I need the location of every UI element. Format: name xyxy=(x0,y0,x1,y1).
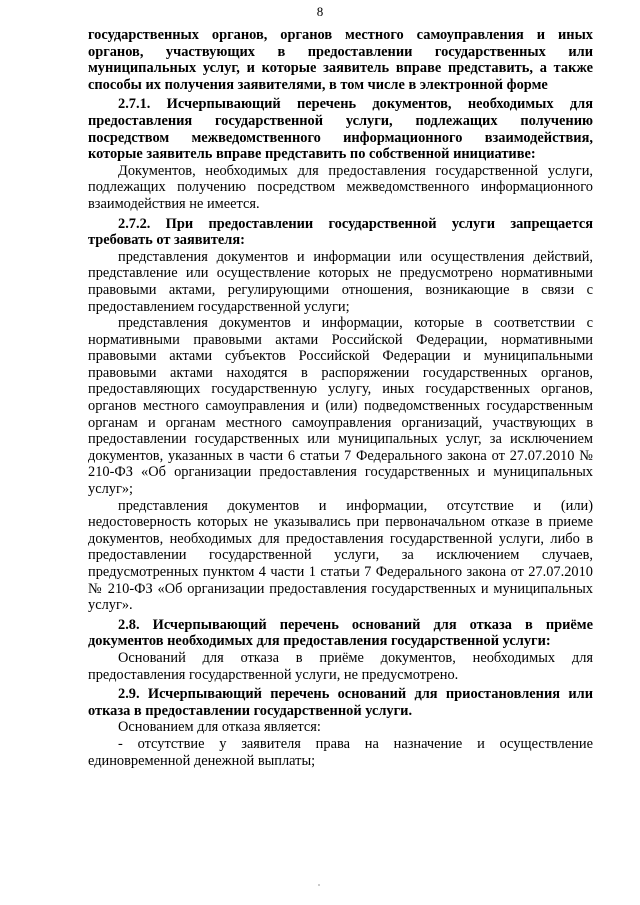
heading-continuation: государственных органов, органов местного самоуправления и иных органов, участвующих в предоставлении государственных или муниципальных услуг, и которые заявитель вправе представить, а также способы их получения заявителями, в том числе в электронной форме xyxy=(88,27,593,93)
scan-speck xyxy=(318,884,320,886)
prohibition-item-1: представления документов и информации или осуществления действий, представление или осуществление которых не предусмотрено нормативными правовыми актами, регулирующими отношения, возникающие в связи с предоставлением государственной услуги; xyxy=(88,248,593,315)
page-content xyxy=(88,27,593,769)
prohibition-item-2: представления документов и информации, которые в соответствии с нормативными правовыми актами Российской Федерации, нормативными правовыми актами субъектов Российской Федерации и муниципальными правовыми актами находятся в распоряжении государственных органов, предоставляющих государственную услугу, иных государственных органов, органов местного самоуправления и (или) подведомственных государственным органам и органам местного самоуправления организаций, участвующих в предоставлении государственных или муниципальных услуг, за исключением документов, указанных в части 6 статьи 7 Федерального закона от 27.07.2010 № 210-ФЗ «Об организации предоставления государственных и муниципальных услуг»; xyxy=(88,315,593,498)
section-2-9-intro: Основанием для отказа является: xyxy=(118,719,321,736)
section-2-9-item-1: - отсутствие у заявителя права на назначение и осуществление единовременной денежной выплаты; xyxy=(88,735,593,769)
page-number: 8 xyxy=(316,4,324,19)
prohibition-item-3: представления документов и информации, отсутствие и (или) недостоверность которых не указывались при первоначальном отказе в приеме документов, необходимых для предоставления государственной услуги, либо в предоставлении государственной услуги, за исключением случаев, предусмотренных пунктом 4 части 1 статьи 7 Федерального закона от 27.07.2010 № 210-ФЗ «Об организации предоставления государственных и муниципальных услуг». xyxy=(88,497,593,614)
section-2-8-heading: 2.8. Исчерпывающий перечень оснований для отказа в приёме документов необходимых для предоставления государственной услуги: xyxy=(88,616,593,650)
section-2-9-heading: 2.9. Исчерпывающий перечень оснований для приостановления или отказа в предоставлении государственной услуги. xyxy=(88,686,593,719)
section-2-7-1-text: Документов, необходимых для предоставления государственной услуги, подлежащих получению посредством межведомственного информационного взаимодействия не имеется. xyxy=(88,162,593,212)
section-2-7-2-heading: 2.7.2. При предоставлении государственной услуги запрещается требовать от заявителя: xyxy=(88,215,593,249)
section-2-8-text: Оснований для отказа в приёме документов, необходимых для предоставления государственной услуги, не предусмотрено. xyxy=(88,649,593,683)
section-2-7-1-heading: 2.7.1. Исчерпывающий перечень документов, необходимых для предоставления государственной услуги, подлежащих получению посредством межведомственного информационного взаимодействия, которые заявитель вправе представить по собственной инициативе: xyxy=(88,96,593,163)
